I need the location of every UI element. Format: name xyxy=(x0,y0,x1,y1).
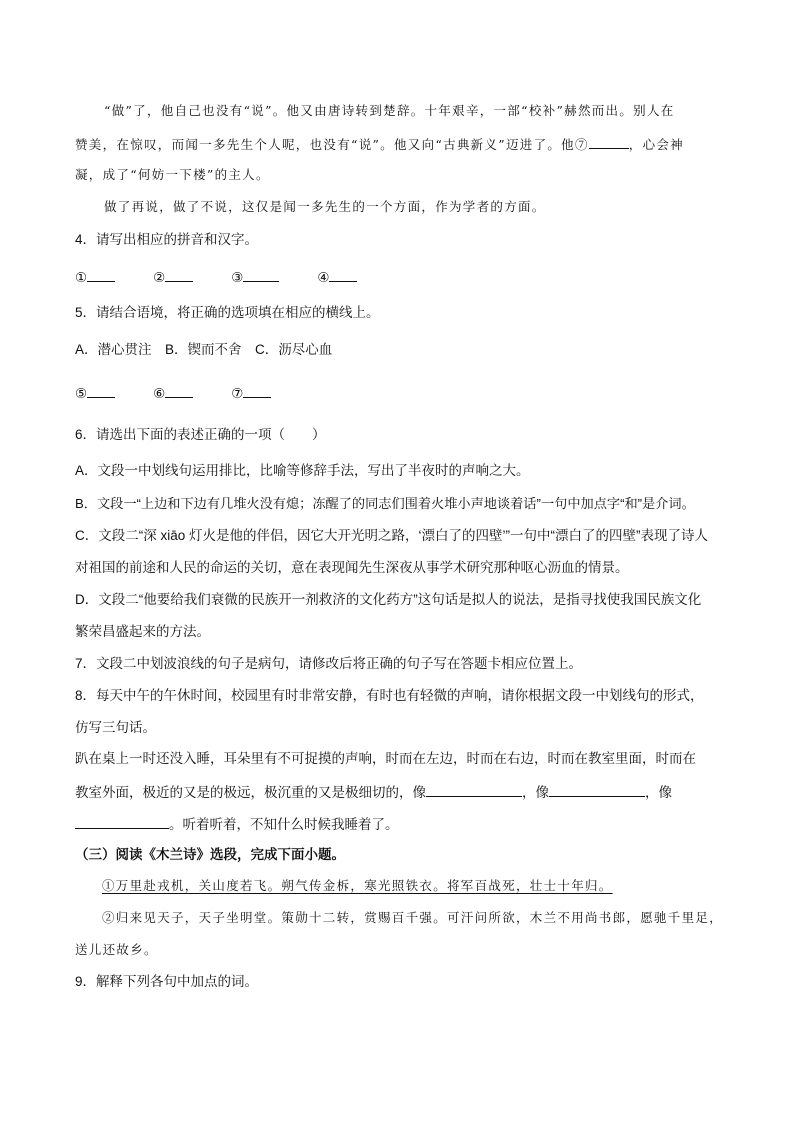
question-6-option-d-line-2: 繁荣昌盛起来的方法。 xyxy=(75,624,210,639)
question-6-option-c-line-2: 对祖国的前途和人民的命运的关切，意在表现闻先生深夜从事学术研究那种呕心沥血的情景。 xyxy=(75,560,629,575)
passage-line-2-text: 赞美，在惊叹，而闻一多先生个人呢，也没有“说”。他又向“古典新义”迈进了。他⑦ xyxy=(75,137,589,152)
question-6-option-d-line-1[interactable]: D．文段二“他要给我们衰微的民族开一剂救济的文化药方”这句话是拟人的说法，是指寻找使我国民族文化 xyxy=(75,592,702,607)
question-8-line-4: 教室外面，极近的又是的极远，极沉重的又是极细切的，像 ，像 ，像 xyxy=(75,782,672,802)
question-8-line-5: 。听着听着，不知什么时候我睡着了。 xyxy=(75,814,399,834)
answer-blank-7-passage[interactable] xyxy=(589,134,629,149)
blank-item-2[interactable]: ② xyxy=(153,267,193,287)
blank-item-4[interactable]: ④ xyxy=(317,267,357,287)
question-7: 7．文段二中划波浪线的句子是病句，请修改后将正确的句子写在答题卡相应位置上。 xyxy=(75,656,583,671)
question-8-line-1: 8．每天中午的午休时间，校园里有时非常安静，有时也有轻微的声响，请你根据文段一中划线句的形式， xyxy=(75,688,704,703)
blank-item-3[interactable]: ③ xyxy=(231,267,279,287)
question-8-line-2: 仿写三句话。 xyxy=(75,720,156,735)
question-6: 6．请选出下面的表述正确的一项（ ） xyxy=(75,427,326,442)
blank-item-6[interactable]: ⑥ xyxy=(153,383,193,403)
passage-line-2-tail: ，心会神 xyxy=(628,137,684,152)
passage-line-1: “做”了，他自己也没有“说”。他又由唐诗转到楚辞。十年艰辛，一部“校补”赫然而出。别人在 xyxy=(104,103,675,118)
question-4: 4．请写出相应的拼音和汉字。 xyxy=(75,232,259,247)
question-5-blanks xyxy=(75,383,271,403)
imitation-blank-1[interactable] xyxy=(426,782,522,797)
question-6-option-c-line-1[interactable]: C．文段二“深 xiāo 灯火是他的伴侣，因它大开光明之路，‘漂白了的四壁’”一句中“漂白了的四壁”表现了诗人 xyxy=(75,528,708,543)
passage-line-3: 凝，成了“何妨一下楼”的主人。 xyxy=(75,167,270,182)
question-4-blanks xyxy=(75,267,357,287)
question-5-options: A．潜心贯注 B．锲而不舍 C．沥尽心血 xyxy=(75,342,333,357)
question-6-option-b[interactable]: B．文段一“上边和下边有几堆火没有熄；冻醒了的同志们围着火堆小声地谈着话”一句中加点字“和”是介词。 xyxy=(75,496,695,511)
imitation-blank-3[interactable] xyxy=(75,814,169,829)
section-3-title: （三）阅读《木兰诗》选段，完成下面小题。 xyxy=(75,847,345,862)
passage-line-2 xyxy=(75,134,684,154)
poem-paragraph-2-line-1: ②归来见天子，天子坐明堂。策勋十二转，赏赐百千强。可汗问所欲，木兰不用尚书郎，愿驰千里足， xyxy=(102,910,724,925)
blank-item-1[interactable]: ① xyxy=(75,267,115,287)
poem-paragraph-1: ①万里赴戎机，关山度若飞。朔气传金柝，寒光照铁衣。将军百战死，壮士十年归。 xyxy=(102,878,613,893)
question-8-line-3: 趴在桌上一时还没入睡，耳朵里有不可捉摸的声响，时而在左边，时而在右边，时而在教室里面，时而在 xyxy=(75,751,696,766)
blank-item-5[interactable]: ⑤ xyxy=(75,383,115,403)
question-9: 9．解释下列各句中加点的词。 xyxy=(75,974,259,989)
blank-item-7[interactable]: ⑦ xyxy=(231,383,271,403)
imitation-blank-2[interactable] xyxy=(549,782,645,797)
poem-paragraph-2-line-2: 送儿还故乡。 xyxy=(75,942,158,957)
question-6-option-a[interactable]: A．文段一中划线句运用排比，比喻等修辞手法，写出了半夜时的声响之大。 xyxy=(75,463,530,478)
passage-paragraph-2: 做了再说，做了不说，这仅是闻一多先生的一个方面，作为学者的方面。 xyxy=(104,199,546,214)
question-5: 5．请结合语境，将正确的选项填在相应的横线上。 xyxy=(75,305,380,320)
